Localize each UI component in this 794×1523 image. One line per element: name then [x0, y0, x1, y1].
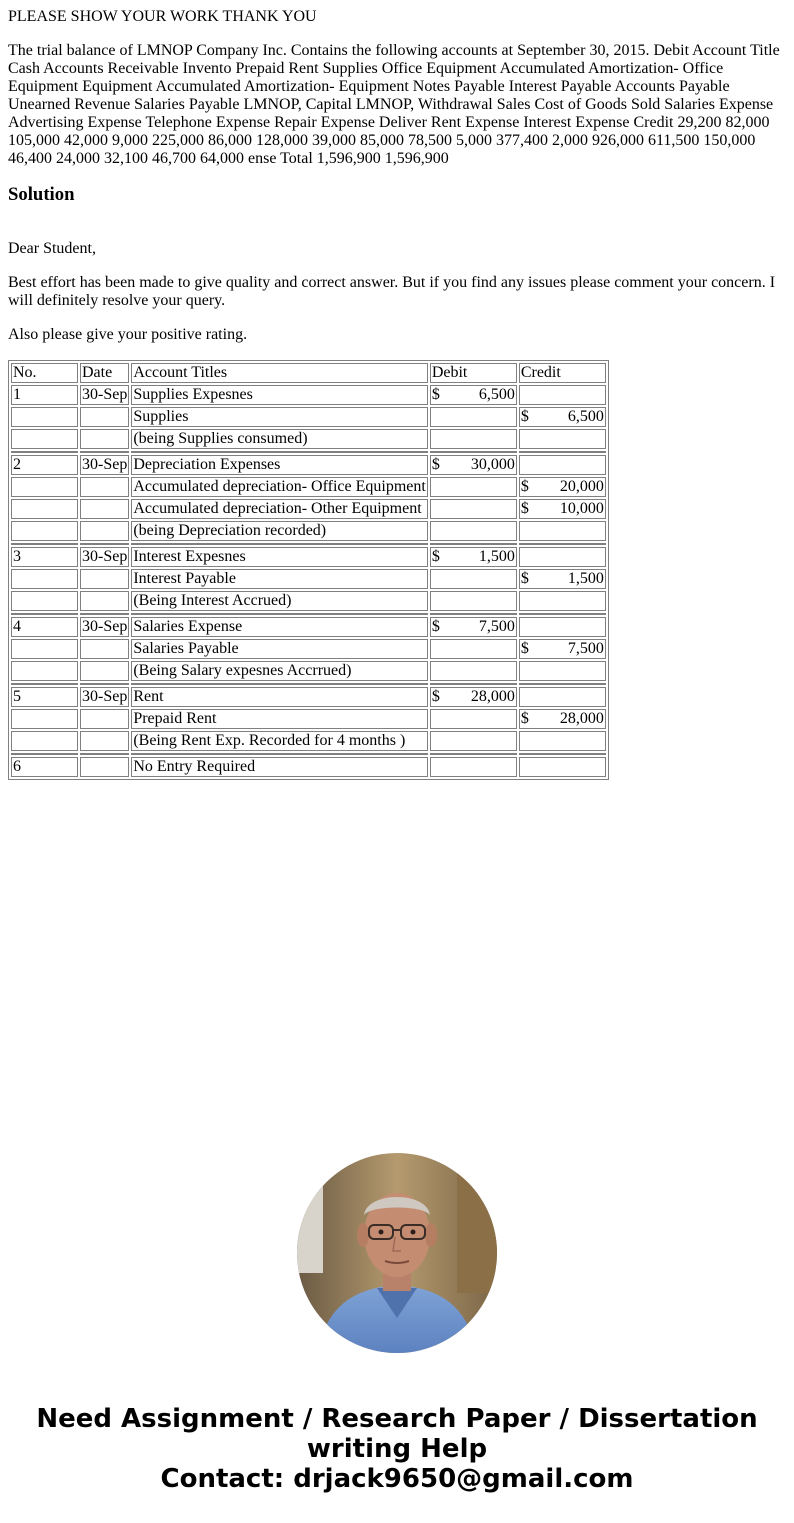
debit-value: 7,500: [478, 618, 515, 635]
separator-cell: [519, 683, 606, 685]
separator-cell: [11, 543, 78, 545]
entry-separator: [11, 753, 606, 755]
table-row: [11, 731, 606, 751]
table-row: [11, 591, 606, 611]
journal-body: [11, 385, 606, 777]
table-row: [11, 407, 606, 427]
separator-cell: [430, 613, 517, 615]
separator-cell: [80, 753, 129, 755]
portrait-photo: [297, 1153, 497, 1353]
separator-cell: [430, 451, 517, 453]
account-title: Depreciation Expenses: [131, 455, 427, 475]
page-content: [8, 8, 786, 780]
debit-amount: [430, 499, 517, 519]
table-row: [11, 429, 606, 449]
entry-date: [80, 477, 129, 497]
entry-date: [80, 521, 129, 541]
debit-amount: [430, 757, 517, 777]
credit-amount: [519, 547, 606, 567]
debit-amount: [430, 687, 517, 707]
entry-date: 30-Sep: [82, 618, 128, 635]
promo-line-1: Need Assignment / Research Paper / Dissertation: [36, 1404, 758, 1434]
separator-cell: [519, 753, 606, 755]
currency-symbol: $: [520, 408, 529, 425]
debit-value: 28,000: [470, 688, 515, 705]
debit-amount: [430, 639, 517, 659]
entry-no: 4: [11, 617, 78, 637]
entry-no: 2: [11, 455, 78, 475]
credit-amount: [519, 569, 606, 589]
credit-amount: [519, 385, 606, 405]
account-title: (Being Rent Exp. Recorded for 4 months ): [131, 731, 427, 751]
promo-line-2: writing Help: [306, 1434, 488, 1464]
credit-value: 7,500: [567, 640, 604, 657]
header-no: No.: [11, 363, 78, 383]
table-row: [11, 385, 606, 405]
entry-date: [80, 661, 129, 681]
entry-no: 6: [11, 757, 78, 777]
table-row: [11, 617, 606, 637]
debit-amount: [430, 661, 517, 681]
currency-symbol: $: [431, 548, 440, 565]
currency-symbol: $: [431, 618, 440, 635]
entry-no: [11, 407, 78, 427]
entry-no: [11, 709, 78, 729]
entry-date: [80, 591, 129, 611]
account-title: (being Depreciation recorded): [131, 521, 427, 541]
entry-date: 30-Sep: [82, 456, 128, 473]
table-row: [11, 477, 606, 497]
greeting: Dear Student,: [8, 240, 96, 257]
credit-amount: [519, 731, 606, 751]
credit-amount: [519, 407, 606, 427]
separator-cell: [11, 613, 78, 615]
entry-no: [11, 731, 78, 751]
separator-cell: [11, 753, 78, 755]
entry-date: 30-Sep: [82, 386, 128, 403]
credit-value: 1,500: [567, 570, 604, 587]
entry-date: 30-Sep: [82, 688, 128, 705]
account-title: Rent: [131, 687, 427, 707]
credit-amount: [519, 521, 606, 541]
promo-banner: [0, 1404, 794, 1494]
separator-cell: [131, 683, 427, 685]
answer-note: Best effort has been made to give quality and correct answer. But if you find any issues please comment your concern. I will definitely resolve your query.: [8, 274, 776, 309]
account-title: No Entry Required: [131, 757, 427, 777]
account-title: Supplies Expesnes: [131, 385, 427, 405]
debit-value: 30,000: [470, 456, 515, 473]
entry-no: [11, 569, 78, 589]
question-title: PLEASE SHOW YOUR WORK THANK YOU: [8, 8, 317, 25]
account-title: (being Supplies consumed): [131, 429, 427, 449]
credit-amount: [519, 617, 606, 637]
debit-amount: [430, 455, 517, 475]
account-title: (Being Salary expesnes Accrrued): [131, 661, 427, 681]
separator-cell: [430, 753, 517, 755]
debit-amount: [430, 385, 517, 405]
currency-symbol: $: [520, 570, 529, 587]
entry-date: [80, 757, 129, 777]
entry-date: [80, 731, 129, 751]
entry-no: 3: [11, 547, 78, 567]
entry-date: [80, 709, 129, 729]
entry-no: [11, 661, 78, 681]
account-title: Interest Expesnes: [131, 547, 427, 567]
separator-cell: [519, 613, 606, 615]
debit-value: 6,500: [478, 386, 515, 403]
separator-cell: [11, 683, 78, 685]
entry-no: [11, 591, 78, 611]
currency-symbol: $: [520, 478, 529, 495]
table-header-row: [11, 363, 606, 383]
separator-cell: [430, 683, 517, 685]
entry-date: 30-Sep: [82, 548, 128, 565]
separator-cell: [80, 543, 129, 545]
debit-amount: [430, 521, 517, 541]
debit-amount: [430, 731, 517, 751]
credit-amount: [519, 709, 606, 729]
entry-no: [11, 429, 78, 449]
entry-no: [11, 499, 78, 519]
table-row: [11, 757, 606, 777]
separator-cell: [430, 543, 517, 545]
rating-request: Also please give your positive rating.: [8, 326, 248, 343]
currency-symbol: $: [520, 500, 529, 517]
debit-amount: [430, 709, 517, 729]
entry-no: [11, 477, 78, 497]
entry-no: [11, 639, 78, 659]
journal-entries-table: [8, 360, 609, 780]
separator-cell: [11, 451, 78, 453]
account-title: Supplies: [131, 407, 427, 427]
debit-amount: [430, 429, 517, 449]
account-title: Interest Payable: [131, 569, 427, 589]
credit-amount: [519, 477, 606, 497]
header-credit: Credit: [519, 363, 606, 383]
separator-cell: [131, 451, 427, 453]
entry-separator: [11, 451, 606, 453]
separator-cell: [519, 451, 606, 453]
entry-separator: [11, 613, 606, 615]
credit-amount: [519, 687, 606, 707]
separator-cell: [131, 753, 427, 755]
entry-separator: [11, 543, 606, 545]
avatar: [297, 1153, 497, 1353]
table-row: [11, 709, 606, 729]
separator-cell: [80, 683, 129, 685]
credit-amount: [519, 591, 606, 611]
entry-date: [80, 429, 129, 449]
entry-no: [11, 521, 78, 541]
entry-date: [80, 407, 129, 427]
promo-contact: Contact: drjack9650@gmail.com: [160, 1464, 634, 1494]
credit-value: 20,000: [559, 478, 604, 495]
credit-amount: [519, 757, 606, 777]
table-row: [11, 499, 606, 519]
account-title: (Being Interest Accrued): [131, 591, 427, 611]
currency-symbol: $: [431, 456, 440, 473]
debit-amount: [430, 569, 517, 589]
separator-cell: [131, 543, 427, 545]
currency-symbol: $: [520, 710, 529, 727]
question-body: The trial balance of LMNOP Company Inc. Contains the following accounts at September 30, 2015. Debit Account Title Cash Accounts Receivable Invento Prepaid Rent Supplies Office Equipment Accumulated Amortization- Office Equipment Equipment Accumulated Amortization- Equipment Notes Payable Interest Payable Accounts Payable Unearned Revenue Salaries Payable LMNOP, Capital LMNOP, Withdrawal Sales Cost of Goods Sold Salaries Expense Advertising Expense Telephone Expense Repair Expense Deliver Rent Expense Interest Expense Credit 29,200 82,000 105,000 42,000 9,000 225,000 86,000 128,000 39,000 85,000 78,500 5,000 377,400 2,000 926,000 611,500 150,000 46,400 24,000 32,100 46,700 64,000 ense Total 1,596,900 1,596,900: [8, 42, 780, 167]
entry-separator: [11, 683, 606, 685]
debit-amount: [430, 591, 517, 611]
credit-amount: [519, 499, 606, 519]
currency-symbol: $: [431, 386, 440, 403]
entry-date: [80, 499, 129, 519]
separator-cell: [519, 543, 606, 545]
debit-amount: [430, 477, 517, 497]
table-row: [11, 521, 606, 541]
credit-value: 28,000: [559, 710, 604, 727]
entry-no: 1: [11, 385, 78, 405]
account-title: Accumulated depreciation- Office Equipment: [133, 478, 426, 495]
table-row: [11, 639, 606, 659]
account-title: Salaries Expense: [131, 617, 427, 637]
account-title: Salaries Payable: [131, 639, 427, 659]
credit-amount: [519, 639, 606, 659]
solution-heading: Solution: [8, 184, 75, 205]
separator-cell: [131, 613, 427, 615]
debit-amount: [430, 617, 517, 637]
credit-amount: [519, 429, 606, 449]
currency-symbol: $: [431, 688, 440, 705]
header-date: Date: [80, 363, 129, 383]
currency-symbol: $: [520, 640, 529, 657]
separator-cell: [80, 613, 129, 615]
account-title: Accumulated depreciation- Other Equipment: [131, 499, 427, 519]
entry-no: 5: [11, 687, 78, 707]
account-title: Prepaid Rent: [131, 709, 427, 729]
credit-amount: [519, 661, 606, 681]
table-row: [11, 687, 606, 707]
entry-date: [80, 569, 129, 589]
entry-date: [80, 639, 129, 659]
debit-value: 1,500: [478, 548, 515, 565]
header-debit: Debit: [430, 363, 517, 383]
table-row: [11, 661, 606, 681]
table-row: [11, 455, 606, 475]
debit-amount: [430, 547, 517, 567]
table-row: [11, 569, 606, 589]
separator-cell: [80, 451, 129, 453]
credit-value: 10,000: [559, 500, 604, 517]
table-row: [11, 547, 606, 567]
credit-amount: [519, 455, 606, 475]
header-account-titles: Account Titles: [131, 363, 427, 383]
debit-amount: [430, 407, 517, 427]
credit-value: 6,500: [567, 408, 604, 425]
